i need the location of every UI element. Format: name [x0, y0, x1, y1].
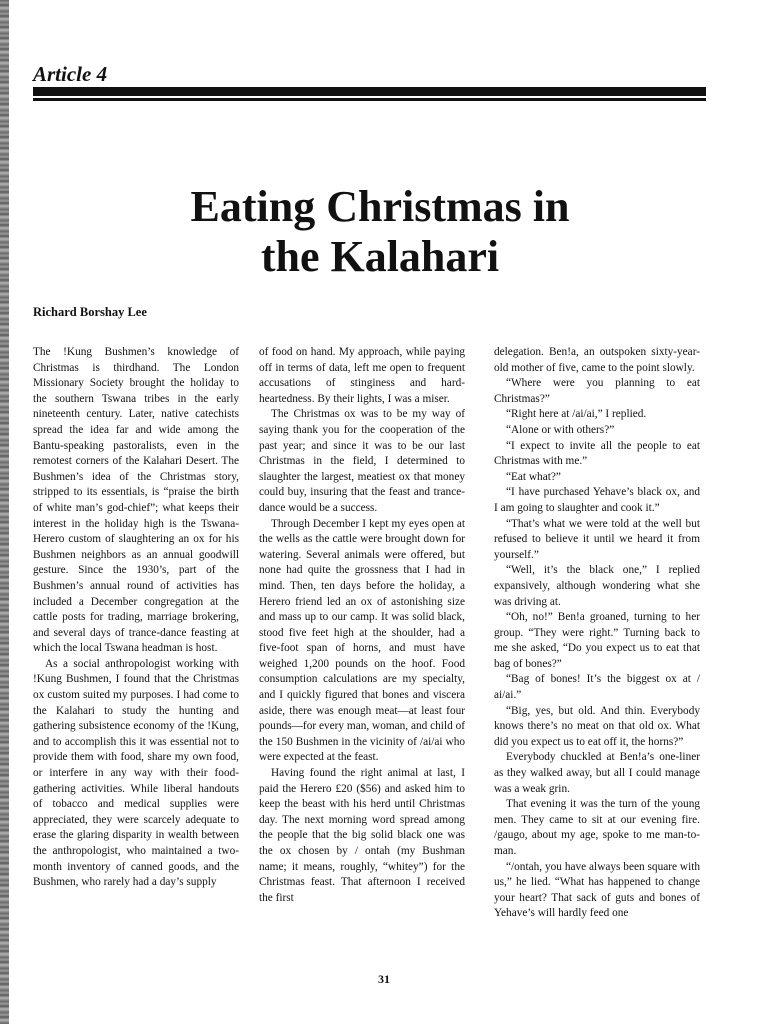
- text-column-3: [494, 345, 700, 955]
- article-label: Article 4: [33, 62, 108, 86]
- paragraph: “Alone or with others?”: [506, 423, 615, 436]
- paragraph: “That’s what we were told at the well but refused to believe it until we heard it from yourself.”: [494, 517, 700, 561]
- title-line: the Kalahari: [260, 232, 500, 281]
- paragraph: “Right here at /ai/ai,” I replied.: [506, 408, 647, 421]
- paragraph: “Oh, no!” Ben!a groaned, turning to her group. “They were right.” Turning back to me she asked, “Do you expect us to eat that bag of bones?”: [494, 611, 700, 670]
- paragraph: delegation. Ben!a, an outspoken sixty-year-old mother of five, came to the point slowly.: [494, 346, 700, 374]
- paragraph: “Bag of bones! It’s the biggest ox at / ai/ai.”: [494, 673, 700, 702]
- paragraph: The !Kung Bushmen’s knowledge of Christmas is thirdhand. The London Missionary Society brought the holiday to the southern Tswana tribes in the early nineteenth century. Later, native catechists spread the idea far and wide among the Bantu-speaking pastoralists, even in the remotest corners of the Kalahari Desert. The Bushmen’s idea of the Christmas story, stripped to its essentials, is “praise the birth of white man’s god-chief”; what keeps their interest in the holiday high is the Tswana-Herero custom of slaughtering an ox for his Bushmen neighbors as an annual goodwill gesture. Since the 1930’s, part of the Bushmen’s annual round of activities has included a December congregation at the cattle posts for trading, marriage brokering, and several days of trance-dance feasting at which the local Tswana headman is host.: [33, 346, 239, 655]
- article-title: [40, 182, 720, 282]
- paragraph: “I expect to invite all the people to eat Christmas with me.”: [494, 439, 700, 468]
- text-column-1: [33, 345, 239, 955]
- paragraph: “/ontah, you have always been square with us,” he lied. “What has happened to change your heart? That sack of guts and bones of Yehave’s will hardly feed one: [494, 860, 700, 920]
- page-number: 31: [378, 972, 390, 986]
- paragraph: Everybody chuckled at Ben!a’s one-liner as they walked away, but all I could manage was a weak grin.: [494, 751, 700, 795]
- paragraph: Through December I kept my eyes open at the wells as the cattle were brought down for watering. Several animals were offered, but none had quite the grossness that I had in mind. Then, ten days before the holiday, a Herero friend led an ox of astonishing size and mass up to our camp. It was solid black, stood five feet high at the shoulder, had a five-foot span of horns, and must have weighed 1,200 pounds on the hoof. Food consumption calculations are my specialty, and I quickly figured that bones and viscera aside, there was enough meat—at least four pounds—for every man, woman, and child of the 150 Bushmen in the vicinity of /ai/ai who were expected at the feast.: [259, 517, 465, 764]
- title-line: Eating Christmas in: [190, 182, 570, 231]
- text-column-2: [259, 345, 465, 955]
- paragraph: As a social anthropologist working with !Kung Bushmen, I found that the Christmas ox custom suited my purposes. I had come to the Kalahari to study the hunting and gathering subsistence economy of the !Kung, and to accomplish this it was essential not to provide them with food, share my own food, or interfere in any way with their food-gathering activities. While liberal handouts of tobacco and medical supplies were appreciated, they were scarcely adequate to erase the glaring disparity in wealth between the anthropologist, who maintained a two-month inventory of canned goods, and the Bushmen, who rarely had a day’s supply: [33, 657, 239, 889]
- paragraph: The Christmas ox was to be my way of saying thank you for the cooperation of the past year; and since it was to be our last Christmas in the field, I determined to slaughter the largest, meatiest ox that money could buy, insuring that the feast and trance-dance would be a success.: [259, 408, 465, 514]
- scan-binding-edge: [0, 0, 9, 1024]
- paragraph: “Eat what?”: [506, 470, 561, 483]
- paragraph: of food on hand. My approach, while paying off in terms of data, left me open to frequent accusations of stinginess and hard-heartedness. By their lights, I was a miser.: [259, 346, 465, 405]
- author-byline: Richard Borshay Lee: [33, 305, 147, 319]
- paragraph: “I have purchased Yehave’s black ox, and I am going to slaughter and cook it.”: [494, 486, 700, 514]
- paragraph: “Well, it’s the black one,” I replied expansively, although wondering what she was driving at.: [494, 564, 700, 608]
- paragraph: “Big, yes, but old. And thin. Everybody knows there’s no meat on that old ox. What did you expect us to eat off it, the horns?”: [494, 704, 700, 748]
- paragraph: “Where were you planning to eat Christmas?”: [494, 377, 700, 405]
- paragraph: Having found the right animal at last, I paid the Herero £20 ($56) and asked him to keep the beast with his herd until Christmas day. The next morning word spread among the people that the big solid black one was the ox chosen by / ontah (my Bushman name; it means, roughly, “whitey”) for the Christmas feast. That afternoon I received the first: [259, 767, 465, 904]
- paragraph: That evening it was the turn of the young men. They came to sit at our evening fire. /gaugo, about my age, spoke to me man-to-man.: [494, 798, 700, 857]
- header-rule: [33, 87, 706, 98]
